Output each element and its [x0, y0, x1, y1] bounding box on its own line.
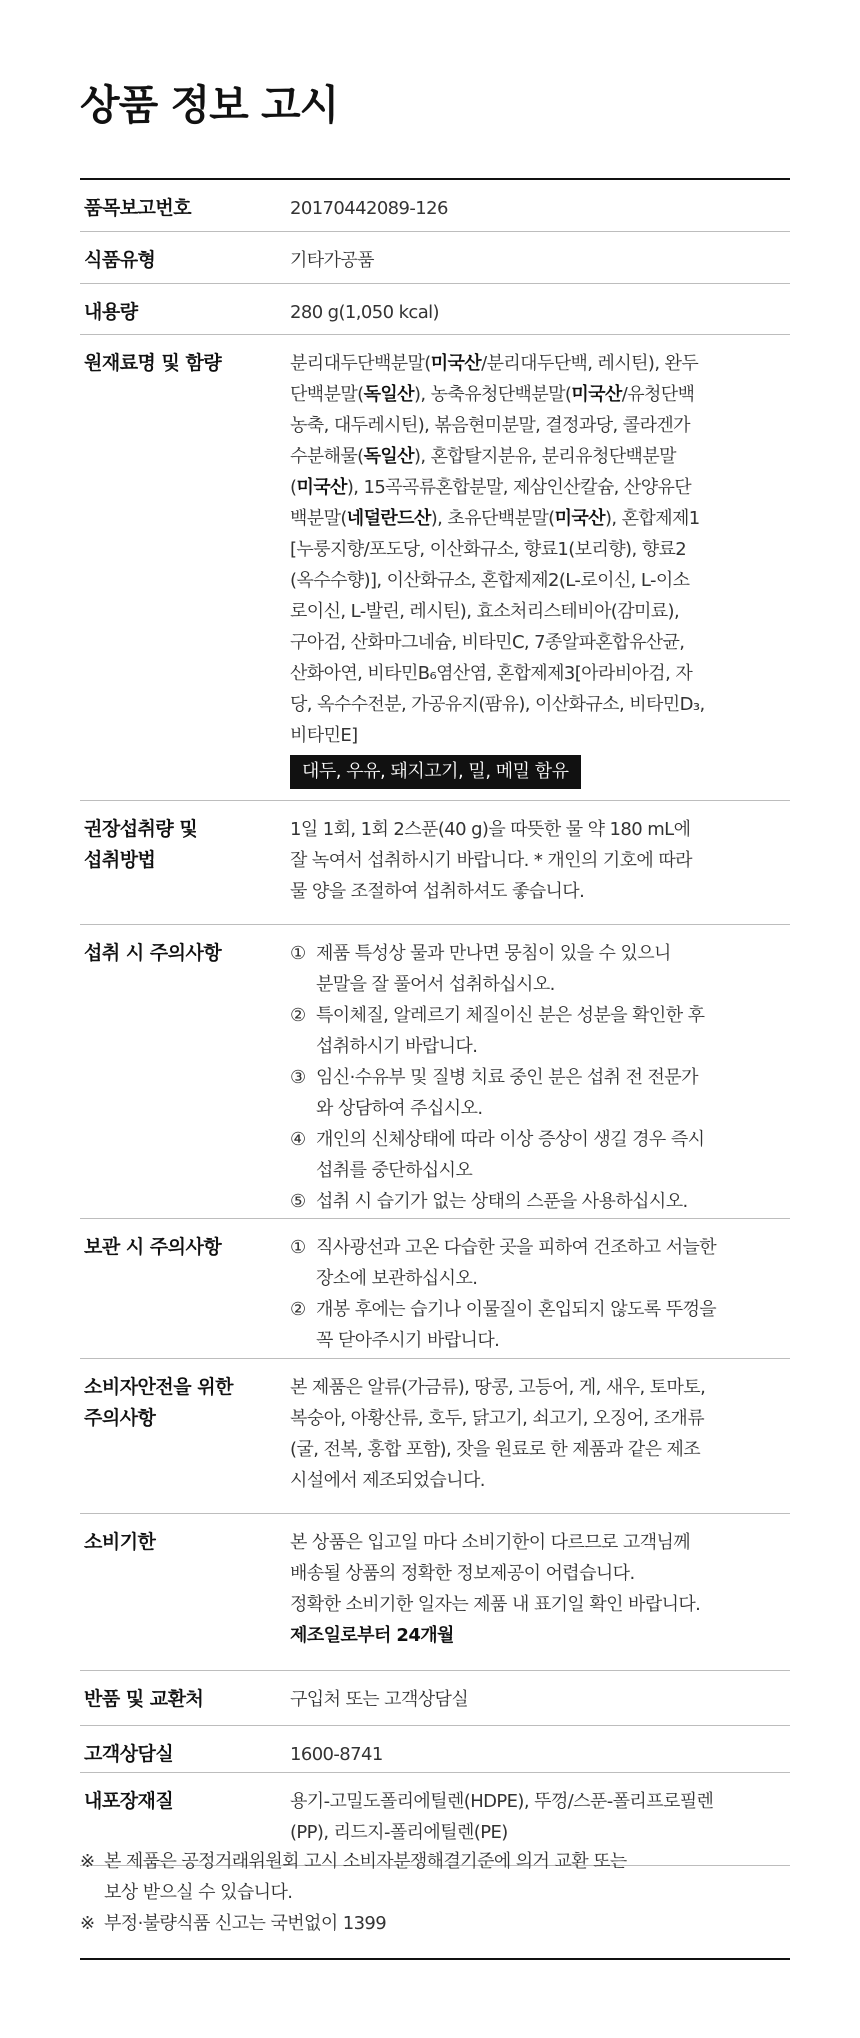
- footer-note: [80, 1908, 790, 1939]
- origin-country: 미국산: [430, 353, 482, 374]
- row-value: 20170442089-126: [290, 198, 448, 219]
- row-value: [290, 1219, 790, 1358]
- text-line: 1일 1회, 1회 2스푼(40 g)을 따뜻한 물 약 180 mL에: [290, 819, 691, 840]
- note-text: [104, 1908, 386, 1939]
- ingredients-line: [290, 689, 790, 720]
- text-line: 섭취를 중단하십시오: [316, 1160, 473, 1181]
- origin-country: 네덜란드산: [346, 508, 431, 529]
- row-expiry: [80, 1514, 790, 1671]
- origin-country: 독일산: [363, 384, 414, 405]
- row-label: 내포장재질: [84, 1790, 174, 1812]
- caution-list: [290, 938, 790, 1217]
- ingredient-text: ), 15곡곡류혼합분말, 제삼인산칼슘, 산양유단: [346, 477, 692, 498]
- ingredient-text: 단백분말(: [290, 384, 364, 405]
- ingredient-text: (옥수수향)], 이산화규소, 혼합제제2(L-로이신, L-이소: [290, 570, 690, 591]
- ingredient-text: /분리대두단백, 레시틴), 완두: [481, 353, 699, 374]
- row-label: [80, 1359, 290, 1513]
- caution-item: [290, 1232, 790, 1294]
- row-customer-center: [80, 1726, 790, 1773]
- text-line: 본 상품은 입고일 마다 소비기한이 다르므로 고객님께: [290, 1532, 691, 1553]
- row-label: 고객상담실: [84, 1743, 174, 1765]
- row-consumer-safety: [80, 1359, 790, 1514]
- item-number: ②: [290, 1005, 306, 1026]
- text-line: 복숭아, 아황산류, 호두, 닭고기, 쇠고기, 오징어, 조개류: [290, 1408, 705, 1429]
- item-text: [316, 1186, 790, 1217]
- ingredient-text: ), 초유단백분말(: [430, 508, 555, 529]
- row-volume: [80, 284, 790, 335]
- caution-item: [290, 1294, 790, 1356]
- ingredients-line: [290, 565, 790, 596]
- ingredient-text: (: [290, 477, 297, 498]
- ingredients-line: [290, 441, 790, 472]
- text-line: 개봉 후에는 습기나 이물질이 혼입되지 않도록 뚜껑을: [316, 1299, 717, 1320]
- text-line: 보상 받으실 수 있습니다.: [104, 1882, 293, 1903]
- item-number: ③: [290, 1067, 306, 1088]
- item-number: ①: [290, 943, 306, 964]
- ingredient-text: 농축, 대두레시틴), 볶음현미분말, 결정과당, 콜라겐가: [290, 415, 690, 436]
- ingredients-line: [290, 503, 790, 534]
- item-number: ④: [290, 1129, 306, 1150]
- text-line: 와 상담하여 주십시오.: [316, 1098, 483, 1119]
- row-label: 섭취 시 주의사항: [84, 942, 222, 964]
- origin-country: 미국산: [554, 508, 605, 529]
- row-label: 반품 및 교환처: [84, 1688, 204, 1710]
- row-ingredients: [80, 335, 790, 801]
- row-intake-caution: [80, 925, 790, 1219]
- text-line: 부정·불량식품 신고는 국번없이 1399: [104, 1913, 387, 1934]
- text-line: 잘 녹여서 섭취하시기 바랍니다. * 개인의 기호에 따라: [290, 850, 692, 871]
- ingredient-text: 백분말(: [290, 508, 347, 529]
- text-line: (PP), 리드지-폴리에틸렌(PE): [290, 1822, 508, 1843]
- text-line: 섭취 시 습기가 없는 상태의 스푼을 사용하십시오.: [316, 1191, 688, 1212]
- text-line: 본 제품은 공정거래위원회 고시 소비자분쟁해결기준에 의거 교환 또는: [104, 1851, 627, 1872]
- reference-mark-icon: ※: [80, 1913, 95, 1934]
- caution-item: [290, 1124, 790, 1186]
- row-value: [290, 925, 790, 1218]
- ingredient-text: /유청단백: [621, 384, 695, 405]
- text-line: 본 제품은 알류(가금류), 땅콩, 고등어, 게, 새우, 토마토,: [290, 1377, 706, 1398]
- ingredient-text: ), 농축유청단백분말(: [413, 384, 572, 405]
- text-line: 특이체질, 알레르기 체질이신 분은 성분을 확인한 후: [316, 1005, 705, 1026]
- allergen-badge: 대두, 우유, 돼지고기, 밀, 메밀 함유: [290, 755, 581, 789]
- item-text: [316, 1124, 790, 1186]
- row-report-number: [80, 180, 790, 232]
- item-text: [316, 1232, 790, 1294]
- row-label: 보관 시 주의사항: [84, 1236, 222, 1258]
- row-label-line: 권장섭취량 및: [84, 818, 198, 840]
- row-value: [290, 335, 790, 800]
- row-food-type: [80, 232, 790, 284]
- caution-item: [290, 1062, 790, 1124]
- page-title: 상품 정보 고시: [80, 81, 339, 129]
- row-label: [80, 801, 290, 924]
- ingredient-text: ), 혼합탈지분유, 분리유청단백분말: [413, 446, 676, 467]
- ingredients-line: [290, 534, 790, 565]
- ingredient-text: [누룽지향/포도당, 이산화규소, 향료1(보리향), 향료2: [290, 539, 687, 560]
- text-line: 시설에서 제조되었습니다.: [290, 1470, 485, 1491]
- ingredients-line: [290, 410, 790, 441]
- ingredients-line: [290, 596, 790, 627]
- caution-item: [290, 1186, 790, 1217]
- item-text: [316, 1062, 790, 1124]
- row-label: 소비기한: [84, 1531, 156, 1553]
- text-line: 물 양을 조절하여 섭취하셔도 좋습니다.: [290, 881, 585, 902]
- text-line: 장소에 보관하십시오.: [316, 1268, 478, 1289]
- caution-item: [290, 938, 790, 1000]
- row-label: 품목보고번호: [84, 197, 192, 219]
- note-text: [104, 1846, 627, 1908]
- row-label-line: 소비자안전을 위한: [84, 1376, 233, 1398]
- row-label: 원재료명 및 함량: [84, 352, 222, 374]
- origin-country: 독일산: [363, 446, 414, 467]
- row-label: 내용량: [84, 301, 138, 323]
- ingredient-text: 당, 옥수수전분, 가공유지(팜유), 이산화규소, 비타민D₃,: [290, 694, 705, 715]
- row-value: 280 g(1,050 kcal): [290, 302, 439, 323]
- ingredient-text: 로이신, L-발린, 레시틴), 효소처리스테비아(감미료),: [290, 601, 680, 622]
- item-number: ⑤: [290, 1191, 306, 1212]
- ingredient-text: 구아검, 산화마그네슘, 비타민C, 7종알파혼합유산균,: [290, 632, 685, 653]
- expiry-period: 제조일로부터 24개월: [290, 1625, 454, 1646]
- origin-country: 미국산: [296, 477, 347, 498]
- item-text: [316, 1000, 790, 1062]
- item-number: ②: [290, 1299, 306, 1320]
- text-line: 용기-고밀도폴리에틸렌(HDPE), 뚜껑/스푼-폴리프로필렌: [290, 1791, 714, 1812]
- row-value: 기타가공품: [290, 250, 374, 271]
- row-value: 1600-8741: [290, 1744, 383, 1765]
- ingredients-line: [290, 348, 790, 379]
- row-intake-method: [80, 801, 790, 925]
- text-line: 섭취하시기 바랍니다.: [316, 1036, 478, 1057]
- ingredients-line: [290, 472, 790, 503]
- row-label: 식품유형: [84, 249, 156, 271]
- row-storage-caution: [80, 1219, 790, 1359]
- text-line: 꼭 닫아주시기 바랍니다.: [316, 1330, 500, 1351]
- ingredients-line: [290, 720, 790, 751]
- info-table: [80, 178, 790, 1866]
- text-line: 분말을 잘 풀어서 섭취하십시오.: [316, 974, 555, 995]
- row-value: [290, 801, 790, 924]
- text-line: 제품 특성상 물과 만나면 뭉침이 있을 수 있으니: [316, 943, 671, 964]
- ingredient-text: 분리대두단백분말(: [290, 353, 431, 374]
- text-line: 임신·수유부 및 질병 치료 중인 분은 섭취 전 전문가: [316, 1067, 698, 1088]
- item-text: [316, 1294, 790, 1356]
- text-line: 정확한 소비기한 일자는 제품 내 표기일 확인 바랍니다.: [290, 1594, 701, 1615]
- row-value: 구입처 또는 고객상담실: [290, 1689, 469, 1710]
- ingredient-text: 산화아연, 비타민B₆염산염, 혼합제제3[아라비아검, 자: [290, 663, 693, 684]
- reference-mark-icon: ※: [80, 1851, 95, 1872]
- bottom-divider: [80, 1958, 790, 1960]
- row-value: [290, 1359, 790, 1513]
- text-line: 배송될 상품의 정확한 정보제공이 어렵습니다.: [290, 1563, 635, 1584]
- row-return: [80, 1671, 790, 1726]
- ingredients-line: [290, 658, 790, 689]
- ingredients-line: [290, 627, 790, 658]
- caution-list: [290, 1232, 790, 1356]
- item-text: [316, 938, 790, 1000]
- footer-notes: [80, 1846, 790, 1939]
- text-line: 직사광선과 고온 다습한 곳을 피하여 건조하고 서늘한: [316, 1237, 717, 1258]
- ingredient-text: 비타민E]: [290, 725, 358, 746]
- ingredients-line: [290, 379, 790, 410]
- ingredient-text: ), 혼합제제1: [604, 508, 700, 529]
- row-label-line: 주의사항: [84, 1407, 156, 1429]
- footer-note: [80, 1846, 790, 1908]
- item-number: ①: [290, 1237, 306, 1258]
- origin-country: 미국산: [571, 384, 622, 405]
- text-line: 개인의 신체상태에 따라 이상 증상이 생길 경우 즉시: [316, 1129, 705, 1150]
- text-line: (굴, 전복, 홍합 포함), 잣을 원료로 한 제품과 같은 제조: [290, 1439, 701, 1460]
- row-label-line: 섭취방법: [84, 849, 156, 871]
- caution-item: [290, 1000, 790, 1062]
- row-value: [290, 1514, 790, 1670]
- ingredient-text: 수분해물(: [290, 446, 364, 467]
- ingredients-text: [290, 348, 790, 751]
